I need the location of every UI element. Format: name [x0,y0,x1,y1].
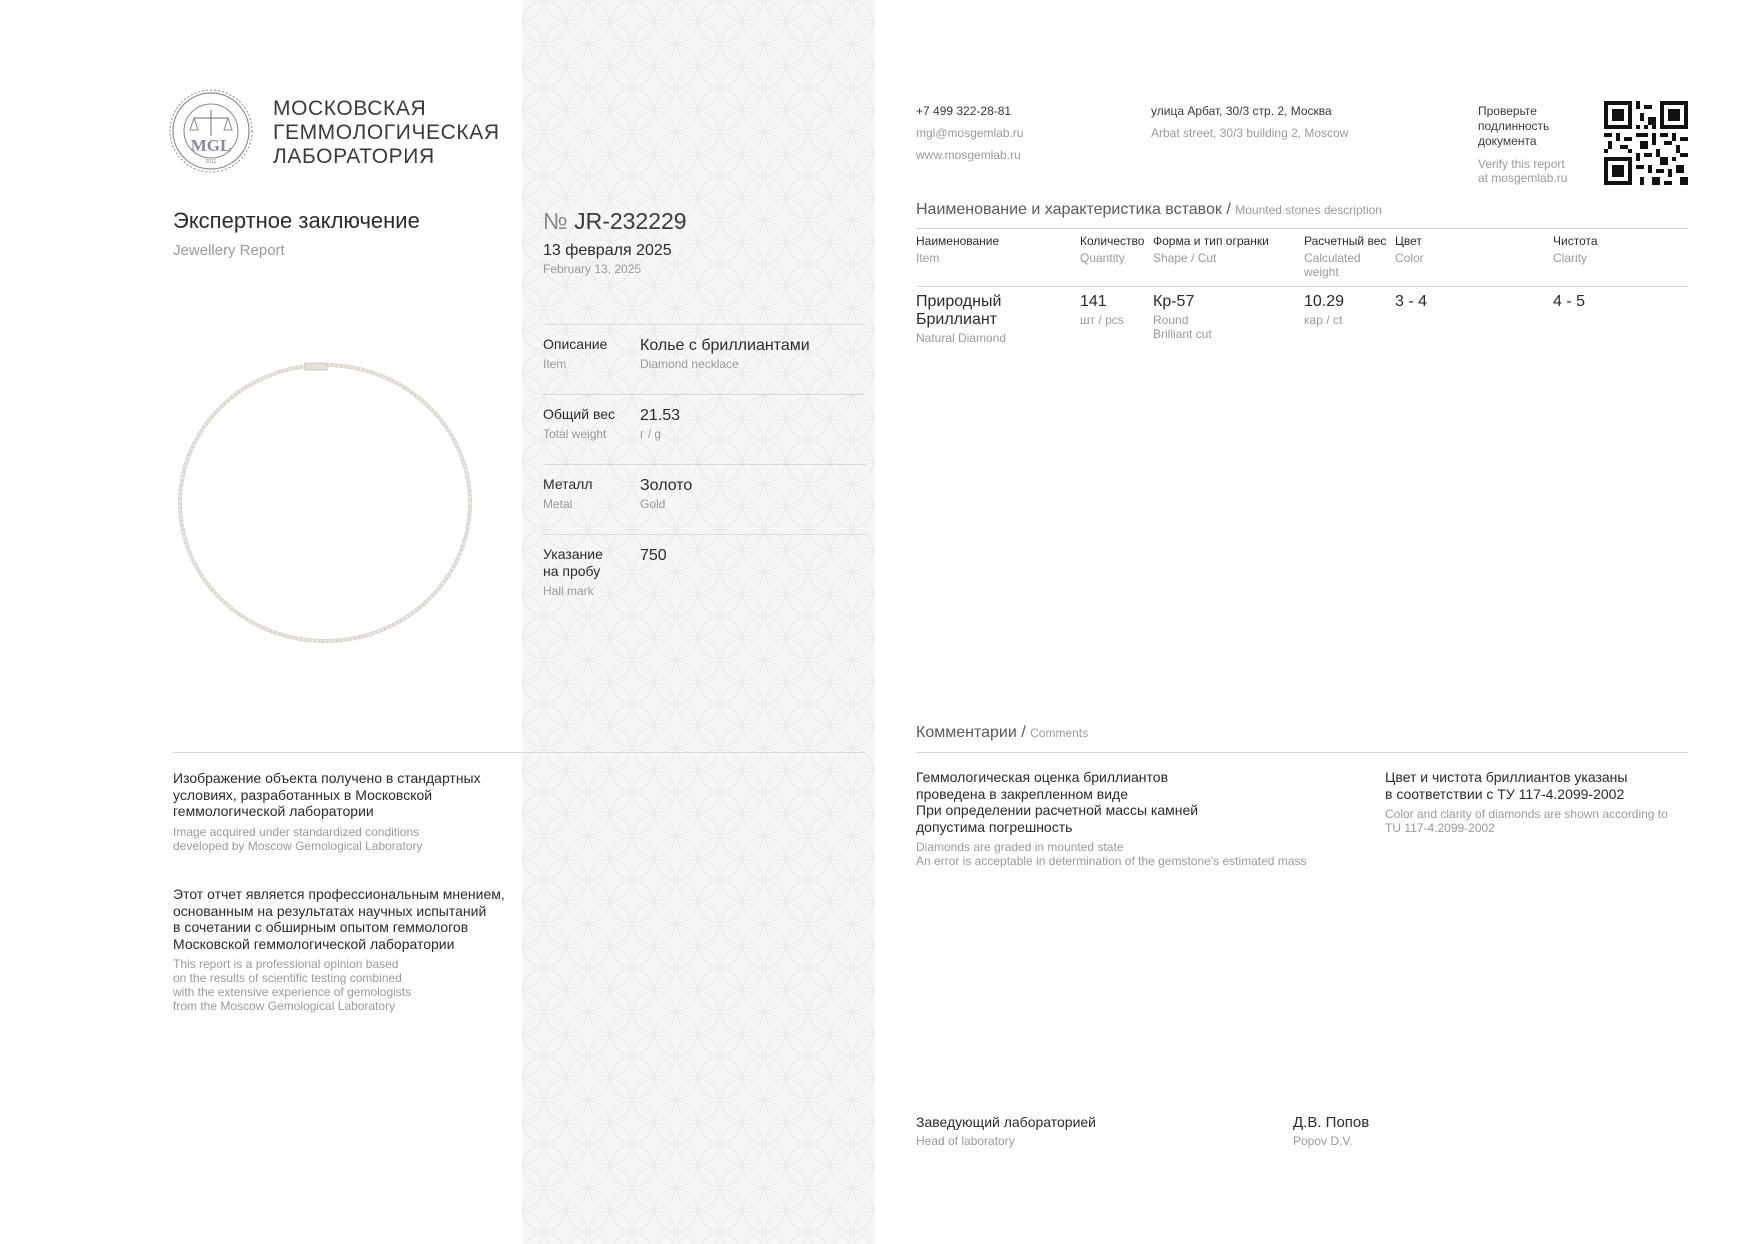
cell-shape: Кр-57 [1153,293,1195,310]
verify-en-line1: Verify this report [1478,157,1565,171]
header-label: Количество [1080,234,1145,248]
verify-en-line2: at mosgemlab.ru [1478,171,1568,185]
cell-qty-unit: шт / pcs [1080,313,1124,327]
th-item [916,234,999,265]
opinion-note-en-line2: on the results of scientific testing combined [173,971,402,985]
qr-code[interactable] [1604,101,1688,185]
field-label-en: Item [543,357,567,371]
field-label-en: Hall mark [543,584,594,598]
image-note-en-line1: Image acquired under standardized conditions [173,824,420,839]
report-date: 13 февраля 2025 [543,242,672,259]
address-en: Arbat street, 30/3 building 2, Moscow [1151,126,1349,140]
field-total-weight [543,406,615,441]
divider [916,752,1688,753]
field-value-en: г / g [640,427,662,441]
field-value: 21.53 [640,407,681,424]
decorative-pattern-band [522,0,875,1244]
header-label: Цвет [1395,234,1422,248]
header-label: Расчетный вес [1304,234,1387,248]
field-metal [543,476,593,511]
field-hallmark [543,546,603,598]
opinion-note-en-line1: This report is a professional opinion based [173,957,399,971]
cell-item-en: Natural Diamond [916,331,1007,345]
opinion-note-line3: в сочетании с обширным опытом геммологов [173,919,469,935]
stones-section-title [916,201,1382,219]
pattern-graphic [522,0,875,1244]
field-label-line1: Указание [543,546,603,562]
header-label: Форма и тип огранки [1153,234,1269,248]
comment-line2: проведена в закрепленном виде [916,785,1129,802]
field-total-weight-value [640,406,680,441]
seal-year: 2012 [205,159,217,165]
opinion-note-line4: Московской геммологической лаборатории [173,935,455,952]
report-title-en: Jewellery Report [173,242,285,259]
comment-right-line2: в соответствии с ТУ 117-4.2099-2002 [1385,785,1625,802]
comment-line3: При определении расчетной массы камней [916,802,1199,818]
cell-clarity: 4 - 5 [1553,293,1586,310]
lab-name-line3: ЛАБОРАТОРИЯ [273,145,435,168]
divider [916,286,1688,287]
cell-shape-en-2: Brilliant cut [1153,327,1212,341]
divider [543,464,865,465]
name-en: Popov D.V. [1293,1134,1353,1148]
role-en: Head of laboratory [916,1133,1015,1148]
field-value: Золото [640,477,693,494]
divider [916,228,1688,229]
comments-title-ru: Комментарии / [916,724,1026,741]
cell-weight-unit: кар / ct [1304,313,1343,327]
signature-role [916,1114,1096,1148]
verify-line1: Проверьте [1478,104,1537,118]
th-weight [1304,234,1386,279]
cell-weight: 10.29 [1304,293,1345,310]
field-label-line2: на пробу [543,563,601,579]
field-label: Описание [543,336,608,352]
field-description-value [640,336,810,371]
comment-right-en-line1: Color and clarity of diamonds are shown according to [1385,807,1668,821]
field-label: Металл [543,476,593,492]
header-label-en-2: weight [1304,265,1339,279]
row-quantity [1080,293,1124,327]
header-label: Наименование [916,234,1000,248]
cell-item-line2: Бриллиант [916,311,998,328]
cell-qty: 141 [1080,293,1107,310]
comment-line1: Геммологическая оценка бриллиантов [916,769,1169,785]
field-label-en: Total weight [543,427,607,441]
lab-name [273,97,500,169]
field-label-en: Metal [543,497,573,511]
verify-text [1478,104,1549,149]
necklace-photo [175,360,475,645]
opinion-note-en-line3: with the extensive experience of gemologists [173,985,412,999]
th-quantity [1080,234,1144,265]
comments-right [1385,769,1668,835]
row-weight [1304,293,1344,327]
cell-shape-en-1: Round [1153,313,1189,327]
opinion-note-en-line4: from the Moscow Gemological Laboratory [173,999,396,1013]
field-metal-value [640,476,692,511]
th-color [1395,234,1424,265]
comment-right-en-line2: TU 117-4.2099-2002 [1385,821,1495,835]
seal-monogram: MGL [190,136,232,155]
field-value-en: Diamond necklace [640,357,739,371]
lab-name-line2: ГЕММОЛОГИЧЕСКАЯ [273,121,500,144]
divider [173,752,865,753]
verify-line2: подлинность [1478,119,1550,133]
report-number-value: JR-232229 [574,208,687,234]
comment-line4: допустима погрешность [916,818,1073,835]
divider [543,534,865,535]
field-label: Общий вес [543,406,616,422]
verify-text-en [1478,157,1567,185]
report-date-en: February 13, 2025 [543,262,642,276]
role-ru: Заведующий лабораторией [916,1114,1096,1130]
field-value: Колье с бриллиантами [640,337,810,354]
header-label-en: Item [916,251,940,265]
th-clarity [1553,234,1598,265]
opinion-note-line2: основанным на результатах научных испытаний [173,902,487,919]
image-note-line2: условиях, разработанных в Московской [173,786,433,803]
divider [543,394,865,395]
verify-line3: документа [1478,134,1537,148]
name-ru: Д.В. Попов [1293,1114,1370,1131]
comment-en-line1: Diamonds are graded in mounted state [916,840,1124,854]
header-label: Чистота [1553,234,1598,248]
website-link[interactable]: www.mosgemlab.ru [916,148,1021,162]
address-ru: улица Арбат, 30/3 стр. 2, Москва [1151,104,1332,118]
row-item [916,293,1006,345]
mgl-seal-logo [168,88,254,174]
comment-right-line1: Цвет и чистота бриллиантов указаны [1385,769,1628,785]
header-label-en: Clarity [1553,251,1588,265]
divider [543,324,865,325]
row-color [1395,293,1427,311]
field-value: 750 [640,547,667,564]
field-description [543,336,607,371]
cell-item-line1: Природный [916,293,1002,310]
number-sign: № [543,208,568,234]
row-clarity [1553,293,1585,311]
cell-color: 3 - 4 [1395,293,1428,310]
comments-left [916,769,1307,868]
header-label-en: Calculated [1304,251,1361,265]
opinion-note [173,886,505,1013]
report-title: Экспертное заключение [173,208,420,233]
lab-name-line1: МОСКОВСКАЯ [273,97,427,120]
signature-name [1293,1113,1369,1148]
comments-section-title [916,724,1088,742]
stones-title-en: Mounted stones description [1235,203,1382,217]
field-hallmark-value [640,546,667,565]
report-number [543,208,687,235]
image-note-line3: геммологической лаборатории [173,803,374,819]
comments-title-en: Comments [1030,726,1089,740]
email-link[interactable]: mgl@mosgemlab.ru [916,126,1024,140]
comment-en-line2: An error is acceptable in determination of the gemstone's estimated mass [916,854,1307,868]
phone: +7 499 322-28-81 [916,104,1012,118]
header-label-en: Color [1395,251,1424,265]
image-note [173,770,481,853]
header-label-en: Shape / Cut [1153,251,1217,265]
th-shape [1153,234,1269,265]
opinion-note-line1: Этот отчет является профессиональным мнением, [173,886,505,902]
image-note-line1: Изображение объекта получено в стандартных [173,770,481,786]
row-shape [1153,293,1212,341]
header-label-en: Quantity [1080,251,1125,265]
stones-title-ru: Наименование и характеристика вставок / [916,201,1231,218]
field-value-en: Gold [640,497,666,511]
image-note-en-line2: developed by Moscow Gemological Laboratory [173,838,423,853]
